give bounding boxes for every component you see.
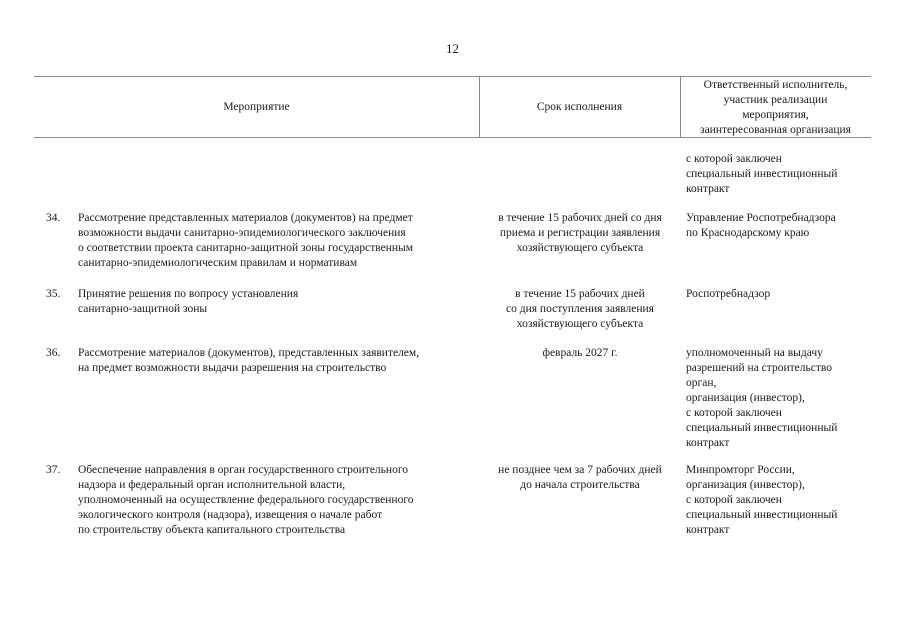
row-event: Обеспечение направления в орган государственного строительного надзора и федеральный орган исполнительной власти, уполномоченный на осуществление федерального государственного экологического контроля (надзора), извещения о начале работ по строительству объекта капитального строительства [78,464,414,536]
row-event: Рассмотрение материалов (документов), представленных заявителем, на предмет возможности выдачи разрешения на строительство [78,347,420,374]
table-top-rule [34,76,871,77]
row-deadline: февраль 2027 г. [542,347,618,359]
row-event: Принятие решения по вопросу установления санитарно-защитной зоны [78,288,299,315]
row-number: 36. [46,347,61,359]
row-responsible: Минпромторг России, организация (инвестор), с которой заключен специальный инвестиционный контракт [686,464,838,536]
row-responsible: уполномоченный на выдачу разрешений на строительство орган, организация (инвестор), с которой заключен специальный инвестиционный контракт [686,347,838,449]
row-number: 35. [46,288,61,300]
row-number: 37. [46,464,61,476]
header-event: Мероприятие [223,101,290,113]
row-responsible: Роспотребнадзор [686,288,771,300]
row-number: 34. [46,212,61,224]
continuation-responsible: с которой заключен специальный инвестиционный контракт [686,153,838,195]
row-deadline: не позднее чем за 7 рабочих дней до начала строительства [498,464,662,491]
row-responsible: Управление Роспотребнадзора по Краснодарскому краю [686,212,836,239]
row-event: Рассмотрение представленных материалов (документов) на предмет возможности выдачи санитарно-эпидемиологического заключения о соответствии проекта санитарно-защитной зоны государственным санитарно-эпидемиологическим правилам и нормативам [78,212,414,269]
header-deadline: Срок исполнения [536,101,623,113]
row-deadline: в течение 15 рабочих дней со дня поступления заявления хозяйствующего субъекта [506,288,654,330]
page-number: 12 [446,41,459,56]
row-deadline: в течение 15 рабочих дней со дня приема и регистрации заявления хозяйствующего субъекта [498,212,662,254]
header-responsible: Ответственный исполнитель, участник реализации мероприятия, заинтересованная организация [700,79,851,136]
